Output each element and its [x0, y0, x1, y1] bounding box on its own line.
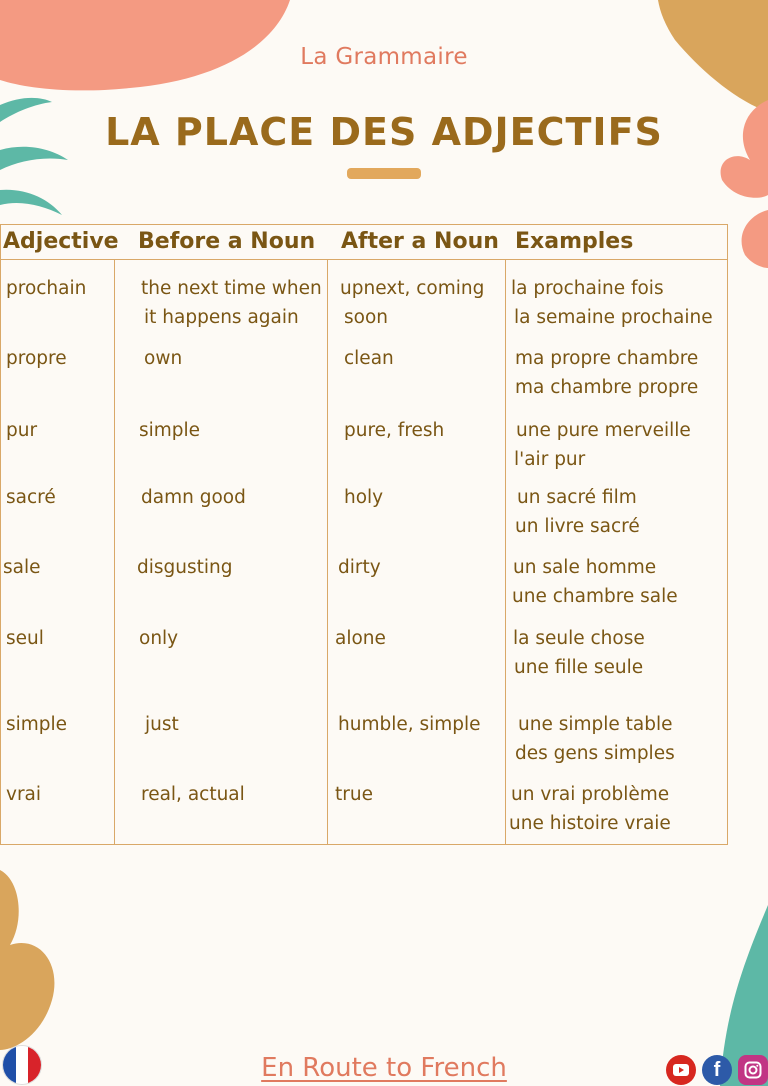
before-cell: simple [139, 420, 201, 441]
example-cell: des gens simples [515, 743, 675, 764]
after-cell: pure, fresh [344, 420, 445, 441]
orange-blob-bottom-left [0, 870, 54, 1050]
adjective-cell: prochain [6, 278, 87, 299]
example-cell: une fille seule [514, 657, 644, 678]
table-header [1, 225, 727, 260]
before-cell: damn good [141, 487, 246, 508]
before-cell: real, actual [141, 784, 245, 805]
before-cell: own [144, 348, 183, 369]
column-divider [505, 260, 506, 844]
instagram-icon[interactable] [738, 1055, 768, 1085]
before-cell: just [145, 714, 179, 735]
youtube-icon[interactable] [666, 1055, 696, 1085]
example-cell: la seule chose [513, 628, 645, 649]
teal-leaf-3 [0, 190, 62, 215]
footer-link[interactable]: En Route to French [261, 1053, 507, 1083]
column-divider [114, 260, 115, 844]
page-title: LA PLACE DES ADJECTIFS [105, 110, 663, 154]
header-adjective: Adjective [3, 229, 119, 254]
example-cell: une histoire vraie [509, 813, 671, 834]
example-cell: la prochaine fois [511, 278, 664, 299]
before-cell: disgusting [137, 557, 233, 578]
example-cell: un vrai problème [511, 784, 670, 805]
example-cell: l'air pur [514, 449, 586, 470]
title-underline [347, 168, 421, 179]
example-cell: un livre sacré [515, 516, 640, 537]
example-cell: une chambre sale [512, 586, 678, 607]
example-cell: un sale homme [513, 557, 657, 578]
adjective-cell: pur [6, 420, 38, 441]
header-after-noun: After a Noun [341, 229, 499, 254]
example-cell: une pure merveille [516, 420, 691, 441]
page-subtitle: La Grammaire [300, 44, 468, 70]
header-before-noun: Before a Noun [138, 229, 316, 254]
after-cell: dirty [338, 557, 381, 578]
example-cell: une simple table [518, 714, 673, 735]
adjective-cell: propre [6, 348, 67, 369]
after-cell: soon [344, 307, 389, 328]
after-cell: true [335, 784, 373, 805]
after-cell: humble, simple [338, 714, 481, 735]
example-cell: la semaine prochaine [514, 307, 713, 328]
example-cell: ma chambre propre [515, 377, 699, 398]
after-cell: holy [344, 487, 384, 508]
adjective-cell: sale [3, 557, 41, 578]
header-examples: Examples [515, 229, 634, 254]
after-cell: alone [335, 628, 386, 649]
adjective-cell: vrai [6, 784, 42, 805]
adjective-cell: simple [6, 714, 68, 735]
adjective-cell: sacré [6, 487, 56, 508]
adjective-table [0, 224, 728, 845]
example-cell: ma propre chambre [515, 348, 699, 369]
example-cell: un sacré film [517, 487, 637, 508]
before-cell: the next time when [141, 278, 322, 299]
facebook-icon[interactable]: f [702, 1055, 732, 1085]
before-cell: only [139, 628, 179, 649]
after-cell: clean [344, 348, 394, 369]
adjective-cell: seul [6, 628, 44, 649]
after-cell: upnext, coming [340, 278, 485, 299]
column-divider [327, 260, 328, 844]
before-cell: it happens again [144, 307, 299, 328]
